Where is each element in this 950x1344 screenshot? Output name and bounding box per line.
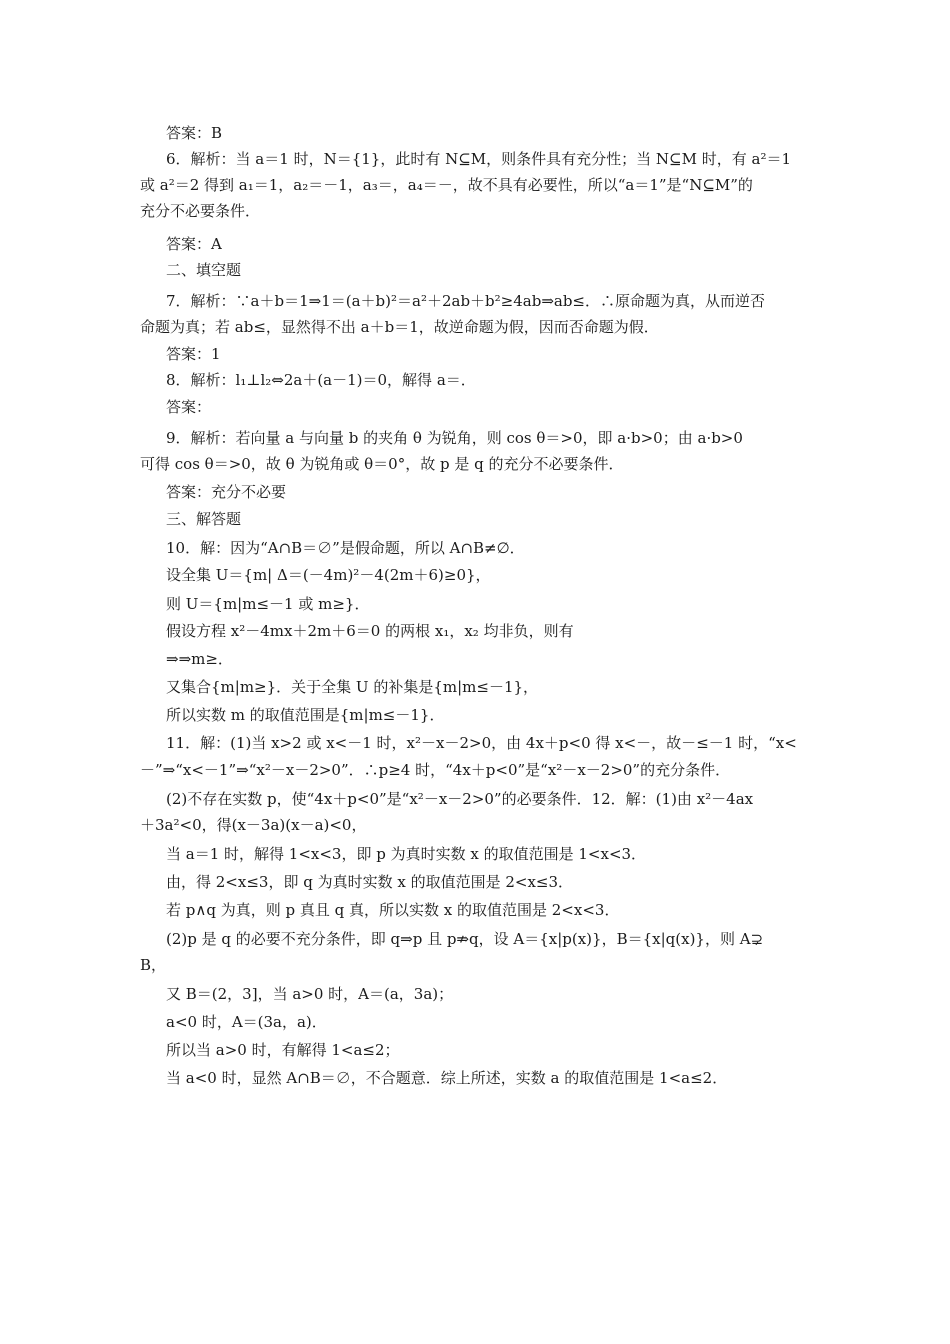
q12-line-1: ＋3a²<0，得(x－3a)(x－a)<0， <box>140 816 367 834</box>
q10-line-5: ⇒⇒m≥． <box>166 650 233 668</box>
q12-line-5: (2)p 是 q 的必要不充分条件，即 q⇒p 且 p⇏q，设 A＝{x|p(x)}，B＝{x|q(x)}，则 A⊋ <box>166 930 764 948</box>
q7-line-2: 命题为真；若 ab≤，显然得不出 a＋b＝1，故逆命题为假，因而否命题为假． <box>140 318 659 336</box>
q7-line-1: 7．解析：∵a＋b＝1⇒1＝(a＋b)²＝a²＋2ab＋b²≥4ab⇒ab≤．∴原命题为真，从而逆否 <box>166 292 766 310</box>
q11-line-2: －”⇒“x<－1”⇒“x²－x－2>0”．∴p≥4 时，“4x＋p<0”是“x²－x－2>0”的充分条件． <box>140 761 731 779</box>
q12-line-3: 由，得 2<x≤3，即 q 为真时实数 x 的取值范围是 2<x≤3． <box>166 873 574 891</box>
q12-line-7: 又 B＝(2，3]，当 a>0 时，A＝(a，3a)； <box>166 985 454 1003</box>
q9-line-2: 可得 cos θ＝>0，故 θ 为锐角或 θ＝0°，故 p 是 q 的充分不必要条件． <box>140 455 624 473</box>
q10-line-4: 假设方程 x²－4mx＋2m＋6＝0 的两根 x₁，x₂ 均非负，则有 <box>166 622 574 640</box>
answer-6: 答案：A <box>166 235 222 253</box>
q6-line-1: 6．解析：当 a＝1 时，N＝{1}，此时有 N⊆M，则条件具有充分性；当 N⊆M 时，有 a²＝1 <box>166 150 792 168</box>
section-fill-in: 二、填空题 <box>166 261 242 279</box>
q11-line-3: (2)不存在实数 p，使“4x＋p<0”是“x²－x－2>0”的必要条件．12．解：(1)由 x²－4ax <box>166 790 754 808</box>
q10-line-6: 又集合{m|m≥}．关于全集 U 的补集是{m|m≤－1}， <box>166 678 539 696</box>
answer-5: 答案：B <box>166 124 223 142</box>
answer-9: 答案：充分不必要 <box>166 483 287 501</box>
q12-line-6: B， <box>140 956 167 974</box>
q10-line-1: 10．解：因为“A∩B＝∅”是假命题，所以 A∩B≠∅． <box>166 539 525 557</box>
q8-line-1: 8．解析：l₁⊥l₂⇔2a＋(a－1)＝0，解得 a＝． <box>166 371 476 389</box>
answer-8: 答案： <box>166 398 212 416</box>
answer-7: 答案：1 <box>166 345 221 363</box>
q9-line-1: 9．解析：若向量 a 与向量 b 的夹角 θ 为锐角，则 cos θ＝>0，即 a·b>0；由 a·b>0 <box>166 429 743 447</box>
section-solutions: 三、解答题 <box>166 510 242 528</box>
q10-line-2: 设全集 U＝{m| Δ＝(－4m)²－4(2m＋6)≥0}， <box>166 566 491 584</box>
q10-line-7: 所以实数 m 的取值范围是{m|m≤－1}． <box>166 706 445 724</box>
q12-line-8: a<0 时，A＝(3a，a)． <box>166 1013 327 1031</box>
q6-line-2: 或 a²＝2 得到 a₁＝1，a₂＝－1，a₃＝，a₄＝－，故不具有必要性，所以“a＝1”是“N⊆M”的 <box>140 176 753 194</box>
q11-line-1: 11．解：(1)当 x>2 或 x<－1 时，x²－x－2>0，由 4x＋p<0 得 x<－，故－≤－1 时，“x< <box>166 734 797 752</box>
q12-line-4: 若 p∧q 为真，则 p 真且 q 真，所以实数 x 的取值范围是 2<x<3． <box>166 901 620 919</box>
q12-line-9: 所以当 a>0 时，有解得 1<a≤2； <box>166 1041 400 1059</box>
q6-line-3: 充分不必要条件． <box>140 202 261 220</box>
q10-line-3: 则 U＝{m|m≤－1 或 m≥}． <box>166 595 370 613</box>
q12-line-10: 当 a<0 时，显然 A∩B＝∅，不合题意．综上所述，实数 a 的取值范围是 1<a≤2． <box>166 1069 728 1087</box>
q12-line-2: 当 a＝1 时，解得 1<x<3，即 p 为真时实数 x 的取值范围是 1<x<3． <box>166 845 647 863</box>
